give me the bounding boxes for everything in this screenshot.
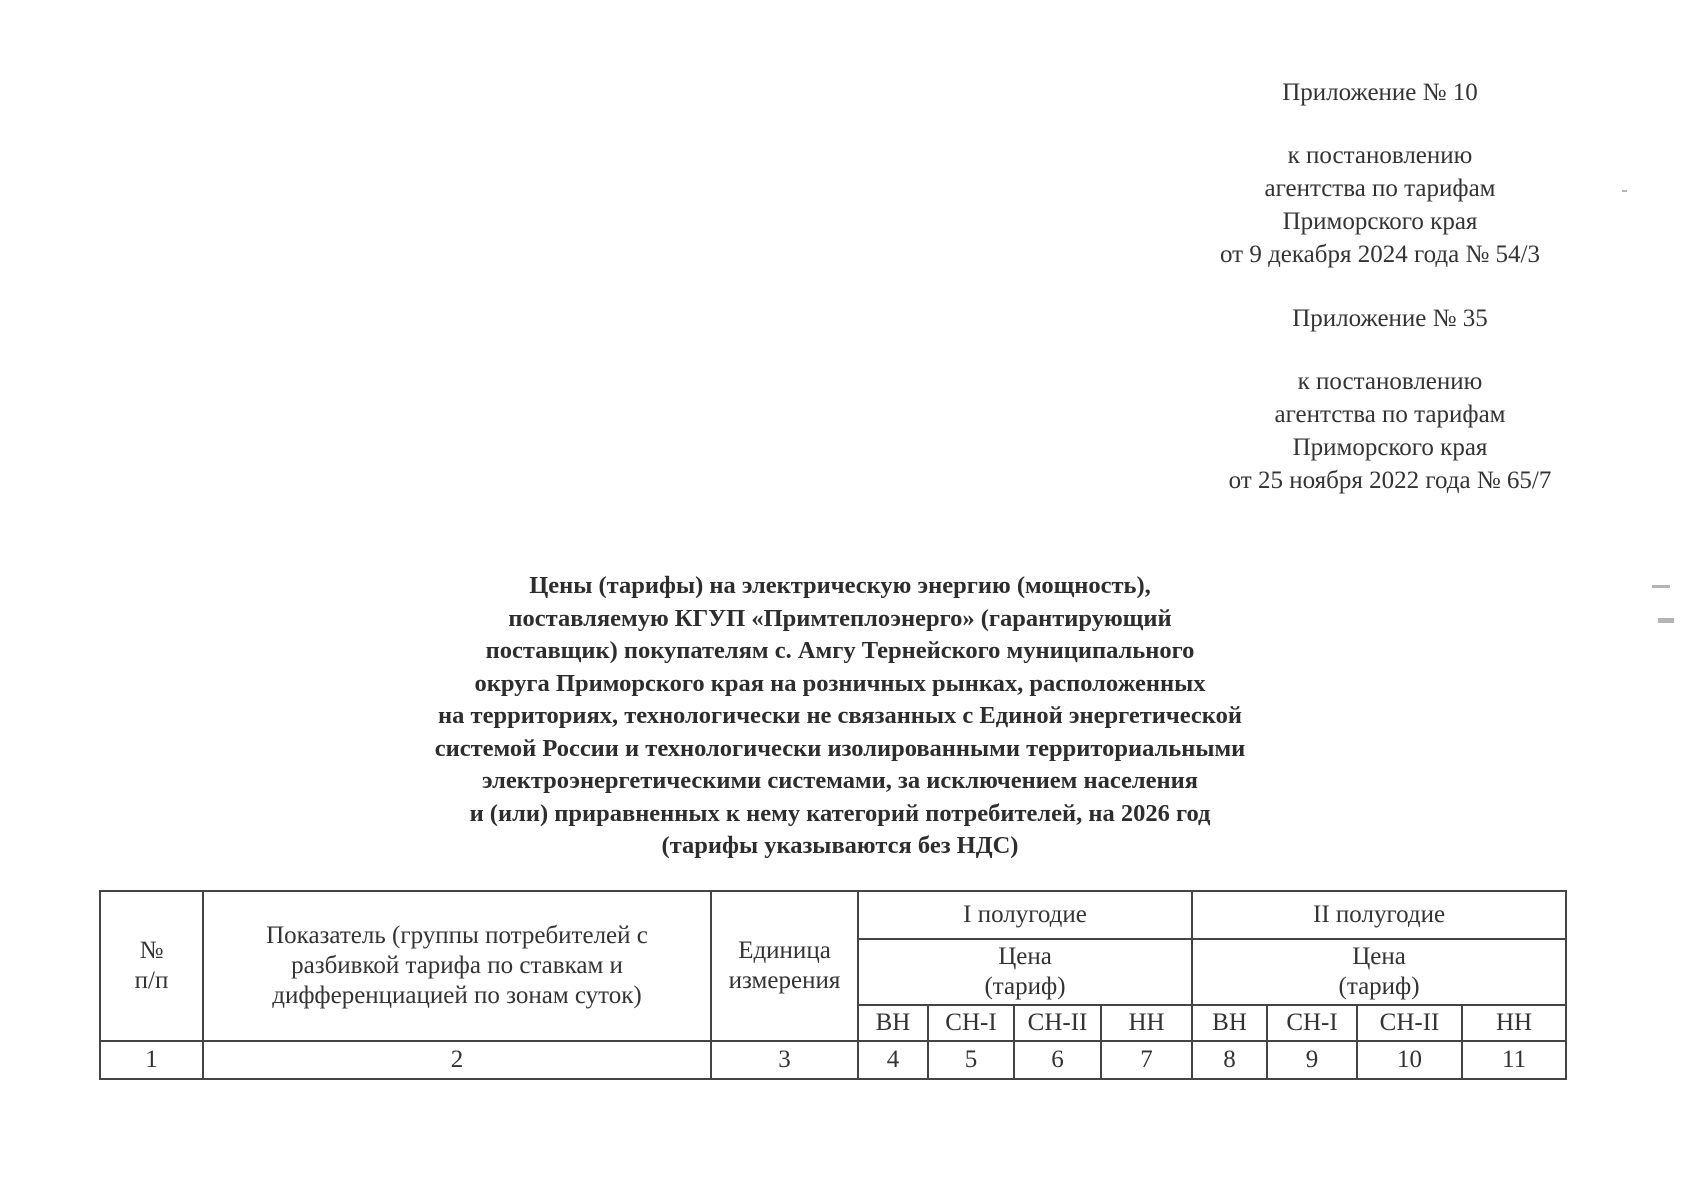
column-number: 10	[1357, 1041, 1462, 1079]
scan-speck	[1658, 618, 1674, 623]
appendix-35-title: Приложение № 35	[1292, 305, 1488, 332]
header-num	[100, 891, 203, 1041]
scan-speck	[1622, 190, 1627, 192]
title-line: Цены (тарифы) на электрическую энергию (мощность),	[529, 572, 1151, 599]
header-half-2: II полугодие	[1192, 891, 1566, 939]
appendix-35-line-4: от 25 ноября 2022 года № 65/7	[1228, 467, 1552, 494]
voltage-sn1: СН-I	[1267, 1005, 1357, 1041]
header-price-line: (тариф)	[1338, 973, 1420, 1000]
title-line: электроэнергетическими системами, за исключением населения	[481, 767, 1199, 794]
title-line: поставляемую КГУП «Примтеплоэнерго» (гарантирующий	[508, 604, 1172, 632]
voltage-vn: ВН	[1192, 1005, 1267, 1041]
header-unit-line: Единица	[738, 937, 831, 964]
appendix-35-line-2: агентства по тарифам	[1274, 401, 1506, 428]
header-indicator-line: Показатель (группы потребителей с	[266, 922, 648, 949]
header-price-2	[1192, 939, 1566, 1005]
header-num-line: п/п	[134, 967, 169, 994]
column-number: 1	[100, 1041, 203, 1079]
voltage-nn: НН	[1462, 1005, 1566, 1041]
header-unit	[711, 891, 858, 1041]
appendix-35-header	[1160, 302, 1620, 497]
appendix-10-line-4: от 9 декабря 2024 года № 54/3	[1219, 241, 1541, 268]
title-line: и (или) приравненных к нему категорий потребителей, на 2026 год	[469, 799, 1211, 827]
title-line: поставщик) покупателям с. Амгу Тернейского муниципального	[485, 637, 1195, 664]
appendix-10-title: Приложение № 10	[1282, 79, 1478, 106]
column-number: 4	[858, 1041, 928, 1079]
title-line: (тарифы указываются без НДС)	[661, 832, 1019, 859]
title-line: системой России и технологически изолированными территориальными	[434, 734, 1246, 762]
voltage-sn2: СН-II	[1357, 1005, 1462, 1041]
header-indicator-line: разбивкой тарифа по ставкам и	[291, 952, 623, 979]
header-row-halves	[100, 891, 1566, 939]
column-number: 11	[1462, 1041, 1566, 1079]
column-number-row	[100, 1041, 1566, 1079]
column-number: 6	[1014, 1041, 1101, 1079]
header-unit-line: измерения	[728, 967, 841, 994]
header-price-line: Цена	[1352, 943, 1406, 970]
column-number: 3	[711, 1041, 858, 1079]
header-indicator-line: дифференциацией по зонам суток)	[272, 982, 642, 1009]
appendix-10-line-2: агентства по тарифам	[1264, 175, 1496, 202]
header-num-line: №	[139, 937, 164, 964]
header-price-1	[858, 939, 1192, 1005]
title-line: на территориях, технологически не связанных с Единой энергетической	[438, 702, 1242, 729]
column-number: 5	[928, 1041, 1014, 1079]
column-number: 8	[1192, 1041, 1267, 1079]
header-indicator	[203, 891, 711, 1041]
tariff-table	[99, 890, 1567, 1080]
voltage-sn2: СН-II	[1014, 1005, 1101, 1041]
scan-speck	[1652, 585, 1670, 588]
appendix-10-header	[1150, 76, 1610, 271]
voltage-sn1: СН-I	[928, 1005, 1014, 1041]
appendix-10-line-3: Приморского края	[1282, 208, 1478, 235]
appendix-10-line-1: к постановлению	[1287, 142, 1473, 169]
header-price-line: Цена	[998, 943, 1052, 970]
column-number: 2	[203, 1041, 711, 1079]
column-number: 7	[1101, 1041, 1192, 1079]
voltage-nn: НН	[1101, 1005, 1192, 1041]
header-half-1: I полугодие	[858, 891, 1192, 939]
appendix-35-line-1: к постановлению	[1297, 368, 1483, 395]
header-price-line: (тариф)	[984, 973, 1066, 1000]
document-title	[340, 570, 1340, 863]
appendix-35-line-3: Приморского края	[1292, 434, 1488, 461]
column-number: 9	[1267, 1041, 1357, 1079]
title-line: округа Приморского края на розничных рынках, расположенных	[474, 669, 1206, 697]
voltage-vn: ВН	[858, 1005, 928, 1041]
